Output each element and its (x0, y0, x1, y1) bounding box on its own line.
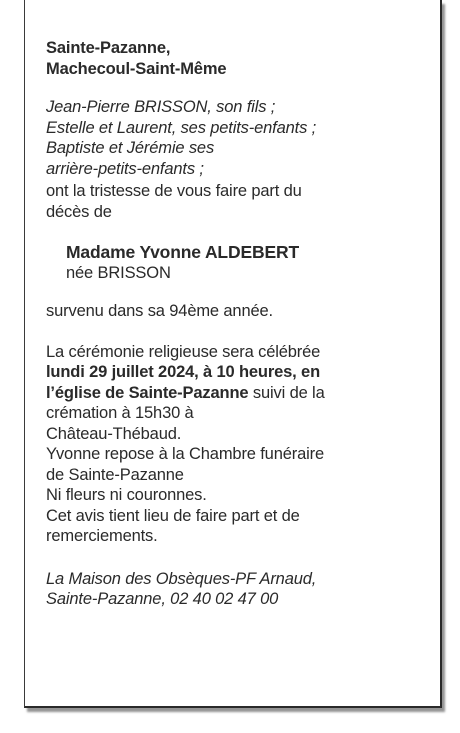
location-line-2: Machecoul-Saint-Même (46, 59, 227, 78)
ceremony-line-9: Cet avis tient lieu de faire part et de (46, 506, 300, 525)
intro-line-2: décès de (46, 202, 112, 221)
deceased-block (46, 242, 436, 283)
intro-line-1: ont la tristesse de vous faire part du (46, 182, 302, 200)
deceased-maiden-name: née BRISSON (66, 263, 171, 282)
ceremony-line-3-rest: suivi de la (248, 383, 325, 402)
funeral-home-info (46, 569, 436, 610)
announcement-intro (46, 181, 436, 222)
family-list (46, 97, 436, 179)
ceremony-line-4: crémation à 15h30 à (46, 404, 194, 422)
ceremony-line-10: remerciements. (46, 527, 158, 545)
family-line-4: arrière-petits-enfants ; (46, 159, 204, 178)
ceremony-line-6: Yvonne repose à la Chambre funéraire (46, 445, 325, 463)
funeral-home-contact: Sainte-Pazanne, 02 40 02 47 00 (46, 590, 279, 608)
ceremony-details (46, 342, 436, 547)
deceased-name (66, 242, 436, 263)
funeral-home-name: La Maison des Obsèques-PF Arnaud, (46, 569, 317, 588)
age-statement: survenu dans sa 94ème année. (46, 302, 273, 320)
deceased-name-prefix: Madame Yvonne (66, 242, 205, 262)
ceremony-line-3 (46, 383, 436, 404)
ceremony-line-8: Ni fleurs ni couronnes. (46, 486, 207, 504)
ceremony-line-1: La cérémonie religieuse sera célébrée (46, 342, 321, 361)
notice-content (46, 38, 436, 610)
location-line-1: Sainte-Pazanne, (46, 39, 171, 57)
ceremony-date: lundi 29 juillet 2024, à 10 heures, en (46, 363, 321, 381)
family-line-2: Estelle et Laurent, ses petits-enfants ; (46, 118, 317, 137)
family-line-3: Baptiste et Jérémie ses (46, 139, 215, 157)
ceremony-church: l’église de Sainte-Pazanne (46, 383, 249, 402)
ceremony-line-7: de Sainte-Pazanne (46, 465, 184, 484)
ceremony-line-5: Château-Thébaud. (46, 424, 182, 443)
deceased-surname: ALDEBERT (204, 242, 300, 262)
notice-location (46, 38, 436, 79)
family-line-1: Jean-Pierre BRISSON, son fils ; (46, 98, 276, 116)
